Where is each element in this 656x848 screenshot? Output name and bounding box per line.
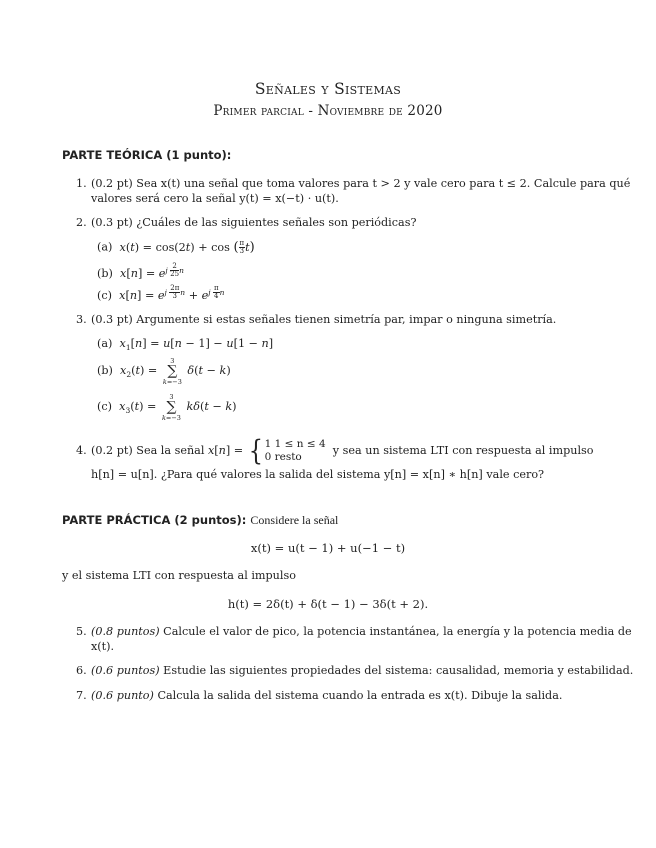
question-3-number: 3.	[76, 313, 87, 326]
question-2-number: 2.	[76, 216, 87, 229]
question-6-text: Estudie las siguientes propiedades del sistema: causalidad, memoria y estabilidad.	[159, 664, 634, 677]
question-3b	[97, 356, 231, 390]
question-3a-formula: $x_1[n] = u[n - 1] - u[1 - n]$	[119, 337, 274, 353]
question-3c-label: (c)	[97, 400, 112, 413]
question-2c-formula: $x[n] = e^{j \frac{2\pi}{3} n} + e^{j \frac{\pi}{4} n}$	[119, 284, 225, 303]
question-2b-label: (b)	[97, 267, 113, 281]
section-heading-practica	[62, 513, 338, 528]
document-subtitle: Primer parcial - Noviembre de 2020	[213, 103, 443, 119]
question-2b-formula: $x[n] = e^{j \frac{2}{25} n}$	[120, 262, 184, 281]
practica-intro: Considere la señal	[250, 513, 339, 527]
question-2b	[97, 263, 184, 281]
question-7-line	[91, 689, 562, 703]
question-3c	[97, 392, 237, 426]
question-5-points: (0.8 puntos)	[91, 625, 160, 638]
equation-impulse-response: h(t) = 2δ(t) + δ(t − 1) − 3δ(t + 2).	[227, 597, 429, 611]
document-title: Señales y Sistemas	[254, 80, 402, 98]
question-3a-label: (a)	[97, 337, 113, 350]
question-4-case-1: 1 1 ≤ n ≤ 4	[264, 438, 326, 450]
question-5-text: Calcule el valor de pico, la potencia instantánea, la energía y la potencia media de	[159, 625, 632, 638]
section-heading-practica-label: PARTE PRÁCTICA (2 puntos):	[62, 513, 247, 527]
question-2-text: (0.3 pt) ¿Cuáles de las siguientes señales son periódicas?	[91, 216, 417, 229]
question-7-points: (0.6 punto)	[91, 689, 154, 702]
question-4-line-1	[91, 433, 594, 469]
question-6-line	[91, 664, 633, 678]
question-4-post: y sea un sistema LTI con respuesta al impulso	[332, 444, 594, 457]
question-6-number: 6.	[76, 664, 87, 677]
question-6-points: (0.6 puntos)	[91, 664, 160, 677]
question-4-number: 4.	[76, 444, 87, 457]
question-3a	[97, 337, 273, 355]
question-5-line-2: x(t).	[91, 640, 115, 653]
question-5-line-1	[91, 625, 632, 639]
question-1-number: 1.	[76, 177, 87, 190]
question-1-line-2: valores será cero la señal y(t) = x(−t) · u(t).	[91, 192, 339, 205]
question-5-number: 5.	[76, 625, 87, 638]
question-3-text: (0.3 pt) Argumente si estas señales tienen simetría par, impar o ninguna simetría.	[91, 313, 557, 326]
section-heading-teorica: PARTE TEÓRICA (1 punto):	[62, 148, 232, 162]
question-2c	[97, 285, 224, 303]
question-2a	[97, 240, 255, 255]
question-4-case-2: 0 resto	[264, 451, 302, 463]
question-3b-label: (b)	[97, 364, 113, 377]
question-2c-label: (c)	[97, 289, 112, 303]
equation-signal: x(t) = u(t − 1) + u(−1 − t)	[250, 541, 406, 555]
question-3b-formula: $x_2(t)$ = 3 ∑ k=−3 δ(t − k)	[120, 356, 231, 386]
question-2a-formula: x(t) = cos(2t) + cos ( $\frac{\pi}{3}$ t)	[119, 239, 255, 255]
question-2a-label: (a)	[97, 240, 113, 254]
question-4-line-2: h[n] = u[n]. ¿Para qué valores la salida del sistema y[n] = x[n] ∗ h[n] vale cero?	[91, 468, 545, 481]
question-4-signal-def: x[n] = { 1 1 ≤ n ≤ 4 0 resto	[207, 434, 326, 467]
question-4-pre: (0.2 pt) Sea la señal	[91, 444, 205, 457]
question-1-line-1: (0.2 pt) Sea x(t) una señal que toma valores para t > 2 y vale cero para t ≤ 2. Calcule para qué	[91, 177, 631, 190]
question-3c-formula: $x_3(t)$ = 3 ∑ k=−3 kδ(t − k)	[119, 392, 237, 422]
question-7-text: Calcula la salida del sistema cuando la entrada es x(t). Dibuje la salida.	[153, 689, 563, 702]
question-7-number: 7.	[76, 689, 87, 702]
practica-intro-2: y el sistema LTI con respuesta al impulso	[62, 569, 296, 582]
